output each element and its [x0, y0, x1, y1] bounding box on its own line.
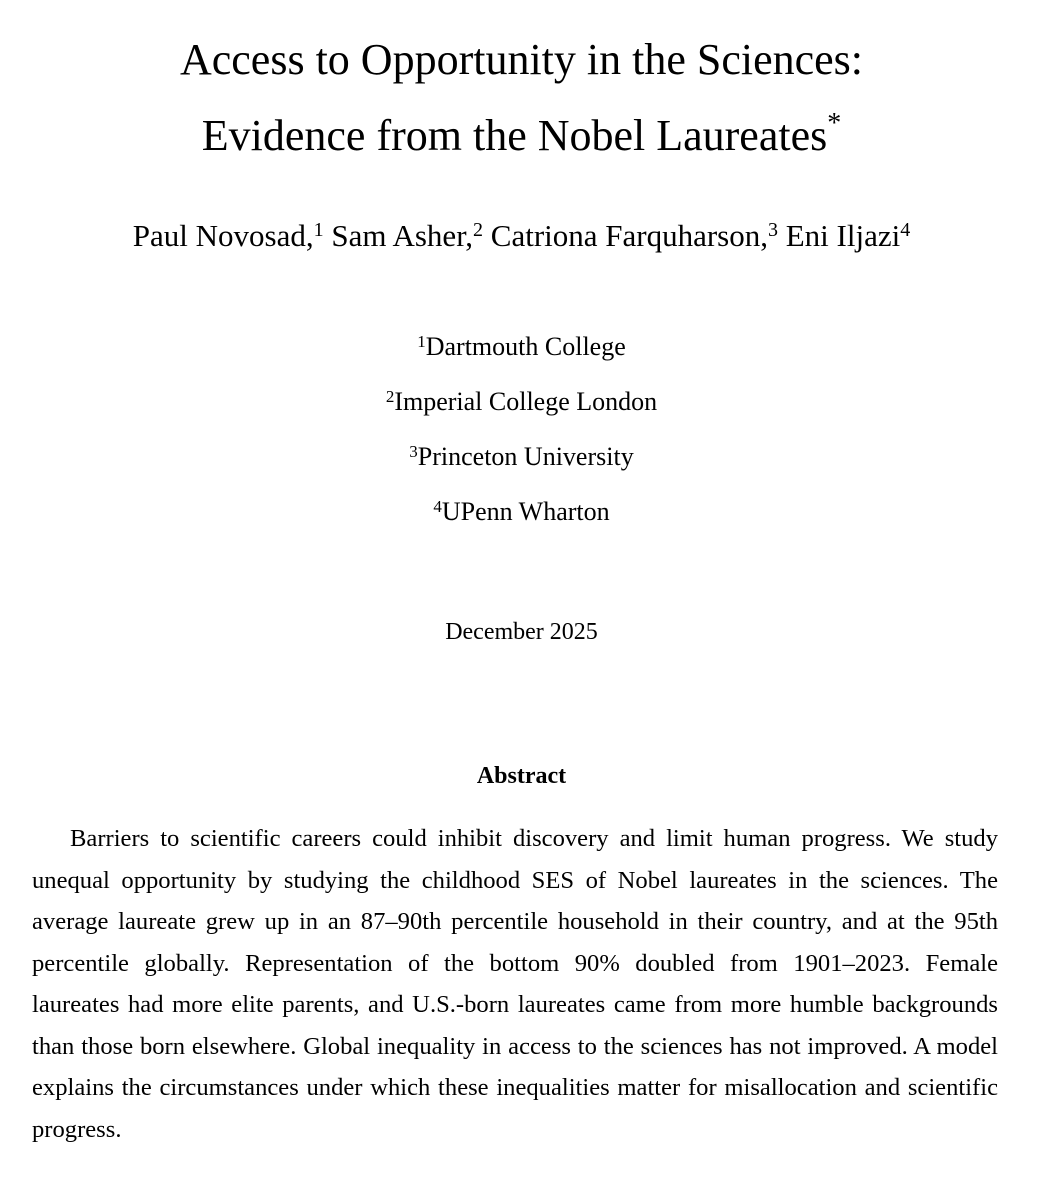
affiliation-name: Dartmouth College	[425, 332, 626, 361]
author-affil-mark: 4	[900, 219, 911, 241]
affiliation	[0, 330, 1043, 385]
paper-title-text: Evidence from the Nobel Laureates	[201, 111, 828, 160]
abstract-heading: Abstract	[476, 763, 567, 789]
paper-title-line-1: Access to Opportunity in the Sciences:	[179, 35, 864, 84]
author-list	[0, 218, 1043, 254]
author-affil-mark: 2	[473, 219, 484, 241]
author-affil-mark: 1	[313, 219, 324, 241]
affiliation	[0, 495, 1043, 550]
affiliation	[0, 440, 1043, 495]
affiliation-mark: 1	[417, 332, 426, 351]
author-name: Sam Asher,	[331, 218, 474, 253]
author-affil-mark: 3	[768, 219, 778, 241]
affiliation-name: UPenn Wharton	[441, 497, 610, 526]
publication-date: December 2025	[445, 619, 598, 645]
abstract-body: Barriers to scientific careers could inhibit discovery and limit human progress. We study unequal opportunity by studying the childhood SES of Nobel laureates in the sciences. The average laureate grew up in an 87–90th percentile household in their country, and at the 95th percentile globally. Representation of the bottom 90% doubled from 1901–2023. Female laureates had more elite parents, and U.S.-born laureates came from more humble backgrounds than those born elsewhere. Global inequality in access to the sciences has not improved. A model explains the circumstances under which these inequalities matter for misallocation and scientific progress.	[32, 825, 998, 1143]
affiliation	[0, 385, 1043, 440]
author-name: Paul Novosad,	[132, 218, 314, 253]
author-name: Eni Iljazi	[785, 218, 901, 253]
affiliation-mark: 2	[385, 387, 395, 406]
affiliation-name: Imperial College London	[394, 387, 658, 416]
affiliation-mark: 3	[409, 442, 418, 461]
title-footnote-mark: *	[827, 108, 842, 139]
affiliation-list	[0, 330, 1043, 550]
affiliation-name: Princeton University	[417, 442, 634, 471]
author-name: Catriona Farquharson,	[490, 218, 768, 253]
paper-title-line-2	[0, 108, 1043, 160]
affiliation-mark: 4	[433, 497, 442, 516]
